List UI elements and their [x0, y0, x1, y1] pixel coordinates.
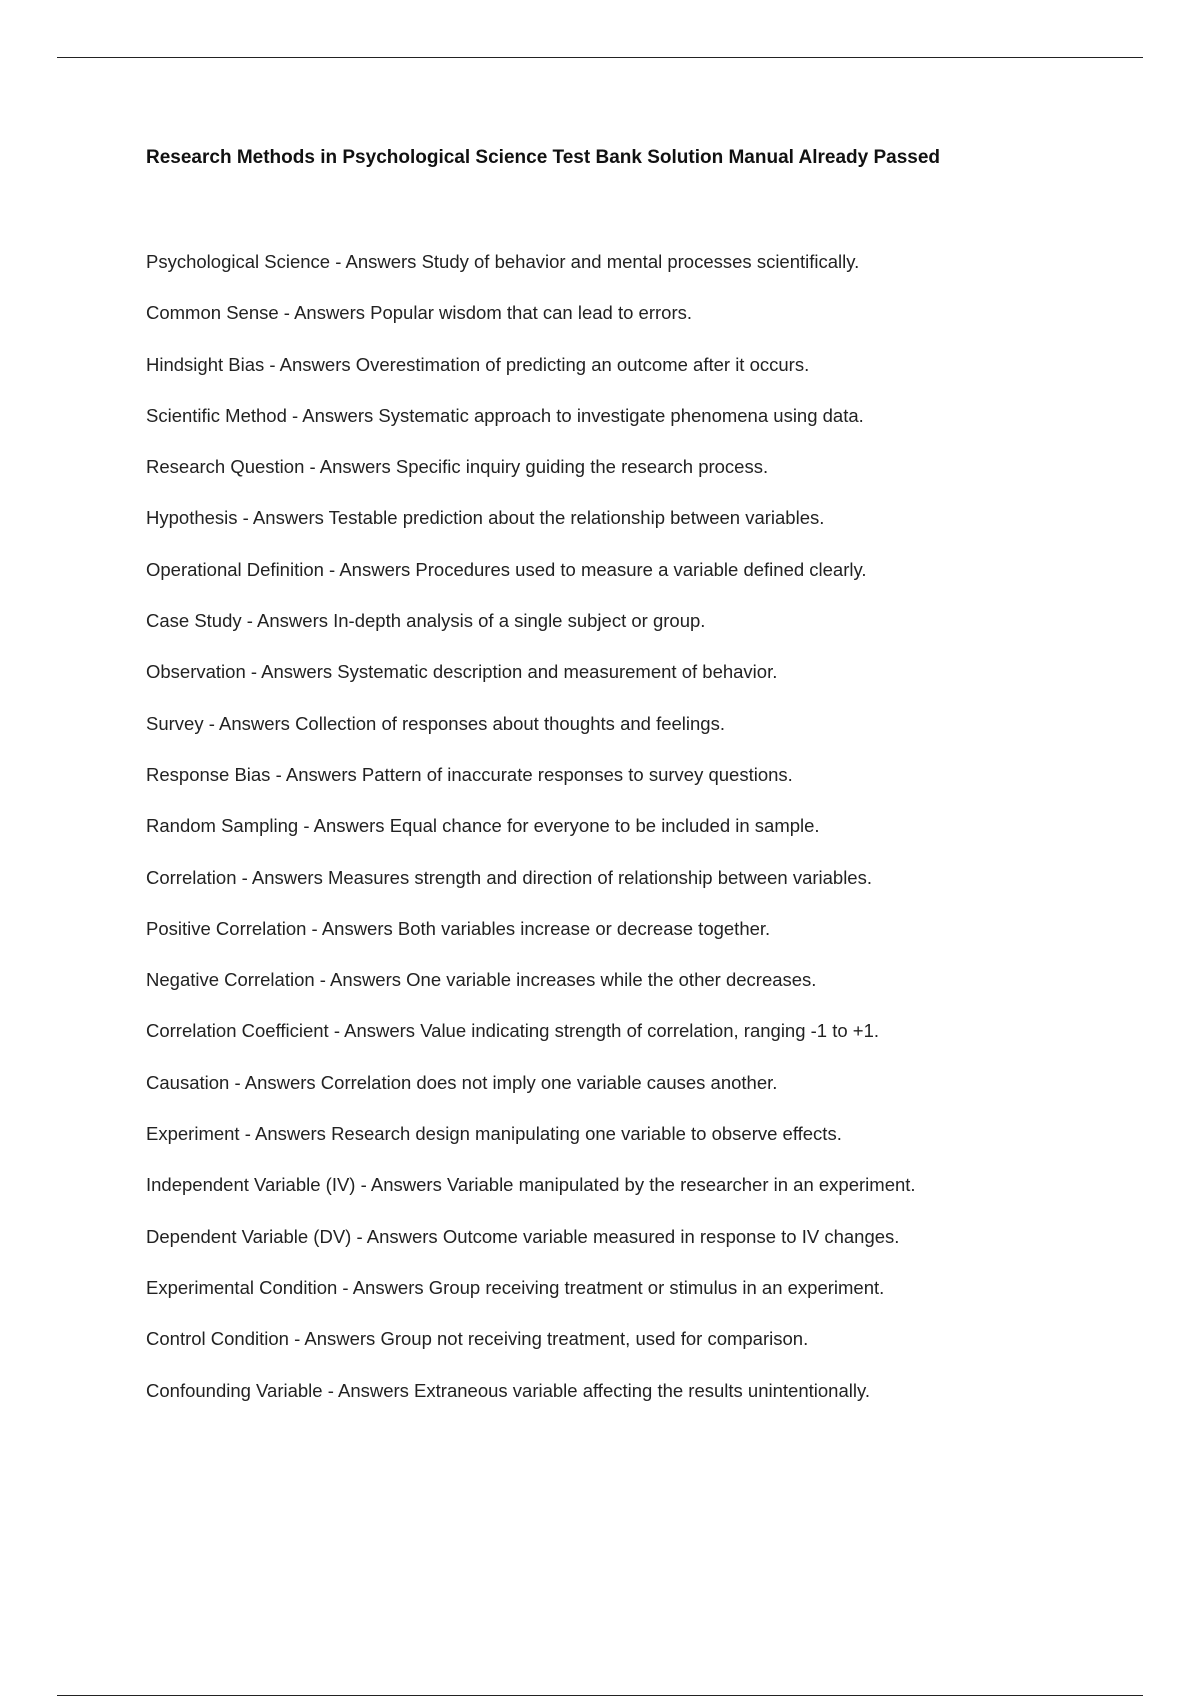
- entry-item: Experiment - Answers Research design manipulating one variable to observe effects.: [146, 1123, 842, 1145]
- entry-item: Positive Correlation - Answers Both variables increase or decrease together.: [146, 917, 771, 939]
- entry-item: Scientific Method - Answers Systematic approach to investigate phenomena using data.: [146, 404, 864, 426]
- entry-item: Dependent Variable (DV) - Answers Outcome variable measured in response to IV changes.: [146, 1225, 900, 1247]
- entry-item: Survey - Answers Collection of responses about thoughts and feelings.: [146, 712, 725, 734]
- entry-item: Confounding Variable - Answers Extraneous variable affecting the results unintentionally.: [146, 1379, 870, 1401]
- entry-item: Experimental Condition - Answers Group receiving treatment or stimulus in an experiment.: [146, 1276, 885, 1298]
- entry-list: [146, 250, 916, 1430]
- entry-item: Case Study - Answers In-depth analysis of a single subject or group.: [146, 610, 706, 632]
- entry-item: Correlation Coefficient - Answers Value indicating strength of correlation, ranging -1 to +1.: [146, 1020, 880, 1042]
- entry-item: Observation - Answers Systematic description and measurement of behavior.: [146, 661, 778, 683]
- entry-item: Research Question - Answers Specific inquiry guiding the research process.: [146, 456, 769, 478]
- entry-item: Random Sampling - Answers Equal chance for everyone to be included in sample.: [146, 815, 820, 837]
- bottom-divider: [57, 1695, 1143, 1696]
- entry-item: Operational Definition - Answers Procedures used to measure a variable defined clearly.: [146, 558, 867, 580]
- entry-item: Hypothesis - Answers Testable prediction about the relationship between variables.: [146, 507, 825, 529]
- entry-item: Response Bias - Answers Pattern of inaccurate responses to survey questions.: [146, 763, 793, 785]
- entry-item: Causation - Answers Correlation does not imply one variable causes another.: [146, 1071, 778, 1093]
- entry-item: Common Sense - Answers Popular wisdom that can lead to errors.: [146, 302, 692, 324]
- entry-item: Independent Variable (IV) - Answers Variable manipulated by the researcher in an experiment.: [146, 1174, 916, 1196]
- entry-item: Control Condition - Answers Group not receiving treatment, used for comparison.: [146, 1328, 809, 1350]
- entry-item: Correlation - Answers Measures strength and direction of relationship between variables.: [146, 866, 872, 888]
- document-title: Research Methods in Psychological Science Test Bank Solution Manual Already Passed: [146, 147, 941, 168]
- entry-item: Psychological Science - Answers Study of behavior and mental processes scientifically.: [146, 251, 860, 272]
- entry-item: Negative Correlation - Answers One variable increases while the other decreases.: [146, 969, 817, 991]
- entry-item: Hindsight Bias - Answers Overestimation of predicting an outcome after it occurs.: [146, 353, 810, 375]
- top-divider: [57, 57, 1143, 58]
